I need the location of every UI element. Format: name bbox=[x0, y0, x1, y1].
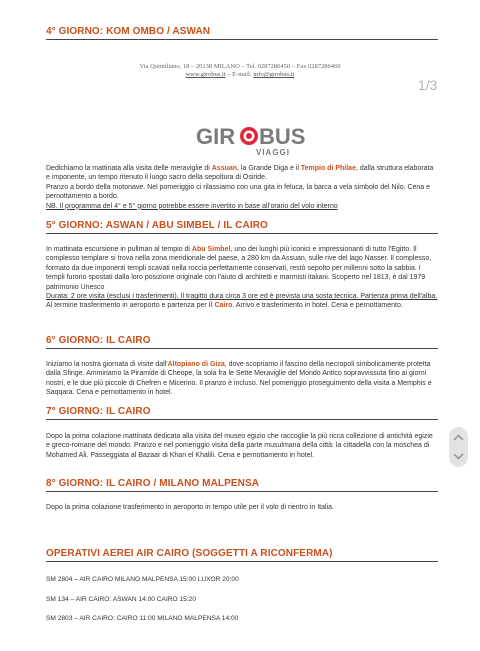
girobus-logo bbox=[196, 122, 306, 158]
day8-paragraph-1: Dopo la prima colazione trasferimento in aeroporto in tempo utile per il volo di rientro in Italia. bbox=[46, 504, 334, 511]
flights-title: OPERATIVI AEREI AIR CAIRO (SOGGETTI A RICONFERMA) bbox=[46, 548, 333, 559]
page-scroll-control[interactable] bbox=[449, 427, 468, 467]
day5-paragraph-3: Al termine trasferimento in aeroporto e partenza per il Cairo. Arrivo e trasferimento in hotel. Cena e pernottamento. bbox=[46, 302, 403, 310]
day4-content bbox=[46, 164, 438, 211]
logo-brand-start: GIR bbox=[196, 124, 236, 149]
day7-content bbox=[46, 432, 438, 460]
logo-o-mark bbox=[240, 127, 258, 145]
flight-row: SM 2803 – AIR CAIRO: CAIRO 11:00 MILANO MALPENSA 14:00 bbox=[46, 615, 239, 622]
website-link[interactable]: www.girobus.it bbox=[185, 71, 226, 78]
scroll-up-icon[interactable] bbox=[453, 434, 464, 441]
section-rule bbox=[46, 491, 438, 492]
flight-row: SM 134 – AIR CAIRO: ASWAN 14:00 CAIRO 15:20 bbox=[46, 596, 197, 603]
section-rule bbox=[46, 39, 438, 40]
section-rule bbox=[46, 419, 438, 420]
scroll-down-icon[interactable] bbox=[453, 453, 464, 460]
email-separator: – E-mail: bbox=[225, 71, 254, 78]
day4-note: NB. Il programma del 4° e 5° giorno potrebbe essere invertito in base all'orario del volo interno bbox=[46, 202, 338, 210]
section-rule bbox=[46, 348, 438, 349]
section-title-day5: 5° GIORNO: ASWAN / ABU SIMBEL / IL CAIRO bbox=[46, 220, 268, 231]
logo-tagline: VIAGGI bbox=[256, 148, 291, 157]
section-rule bbox=[46, 561, 438, 562]
email-link[interactable]: info@girobus.it bbox=[253, 71, 295, 78]
girobus-logo-svg bbox=[196, 122, 306, 158]
day7-paragraph-1: Dopo la prima colazione mattinata dedicata alla visita del museo egizio che raccoglie la più ricca collezione di antichità egizie e greco-romane del mondo. Pranzo e nel pomeriggio visita della parte musulmana della città: la cittadella con la moschea di Mohamed Ali. Passeggiata al Bazaar di Khan el Khalili. Cena e pernottamento in hotel. bbox=[46, 433, 433, 459]
section-rule bbox=[46, 233, 438, 234]
section-title-day7: 7° GIORNO: IL CAIRO bbox=[46, 406, 151, 417]
day5-paragraph-1: In mattinata escursione in pullman al tempio di Abu Simbel, uno dei luoghi più iconici e impressionanti di tutto l'Egitto. Il complesso templare si trova nella zona meridionale del paese, a 280 km da Assuan, sulle rive del lago Nasser. Il complesso, formato da due imponenti templi scavati nella roccia perfettamente conservati, restò sepolto per millenni sotto la sabbia. I templi furono spostati dalla loro posizione originale con l'aiuto di architetti e marmisti italiani. Scoperto nel 1813, è dal 1979 patrimonio Unesco bbox=[46, 246, 432, 291]
flight-row: SM 2804 – AIR CAIRO MILANO MALPENSA 15:00 LUXOR 20:00 bbox=[46, 576, 239, 583]
day6-content bbox=[46, 360, 438, 398]
letterhead-address bbox=[80, 63, 400, 79]
contact-line bbox=[80, 71, 400, 79]
day5-duration-note: Durata: 2 ore visita (esclusi i trasferimenti). Il tragitto dura circa 3 ore ed è prevista una sosta tecnica. Partenza prima dell'alba. bbox=[46, 293, 438, 301]
section-title-day8: 8° GIORNO: IL CAIRO / MILANO MALPENSA bbox=[46, 478, 260, 489]
address-line: Via Quintiliano, 18 – 20138 MILANO – Tel. 0287286450 – Fax 0287286469 bbox=[139, 63, 341, 70]
section-title-day6: 6° GIORNO: IL CAIRO bbox=[46, 335, 151, 346]
day6-paragraph-1: Iniziamo la nostra giornata di visite dall'Altopiano di Giza, dove scopriamo il fascino della necropoli simbolicamente protetta dalla Sfinge. Ammiriamo la Piramide di Cheope, la sola fra le Sette Meraviglie del Mondo Antico sopravvissuta fino ai giorni nostri, e le due più piccole di Chefren e Micerino. Il pranzo è incluso. Nel pomeriggio proseguimento della visita a Memphis e Saqqara. Cena e pernottamento in hotel. bbox=[46, 361, 432, 397]
page-indicator: 1/3 bbox=[418, 77, 438, 93]
day8-content bbox=[46, 503, 438, 512]
day4-paragraph-2: Pranzo a bordo della motonave. Nel pomeriggio ci rilassiamo con una gita in feluca, la barca a vela simbolo del Nilo. Cena e pernottamento a bordo. bbox=[46, 183, 431, 201]
day4-paragraph-1: Dedichiamo la mattinata alla visita delle meraviglie di Assuan, la Grande Diga e il Tempio di Philae, dalla struttura elaborata e imponente, un tempo ritenuto il luogo sacro della sepoltura di Osiride. bbox=[46, 165, 434, 182]
logo-brand-end: BUS bbox=[259, 124, 306, 149]
section-title-day4: 4° GIORNO: KOM OMBO / ASWAN bbox=[46, 26, 211, 37]
day5-content bbox=[46, 245, 438, 311]
